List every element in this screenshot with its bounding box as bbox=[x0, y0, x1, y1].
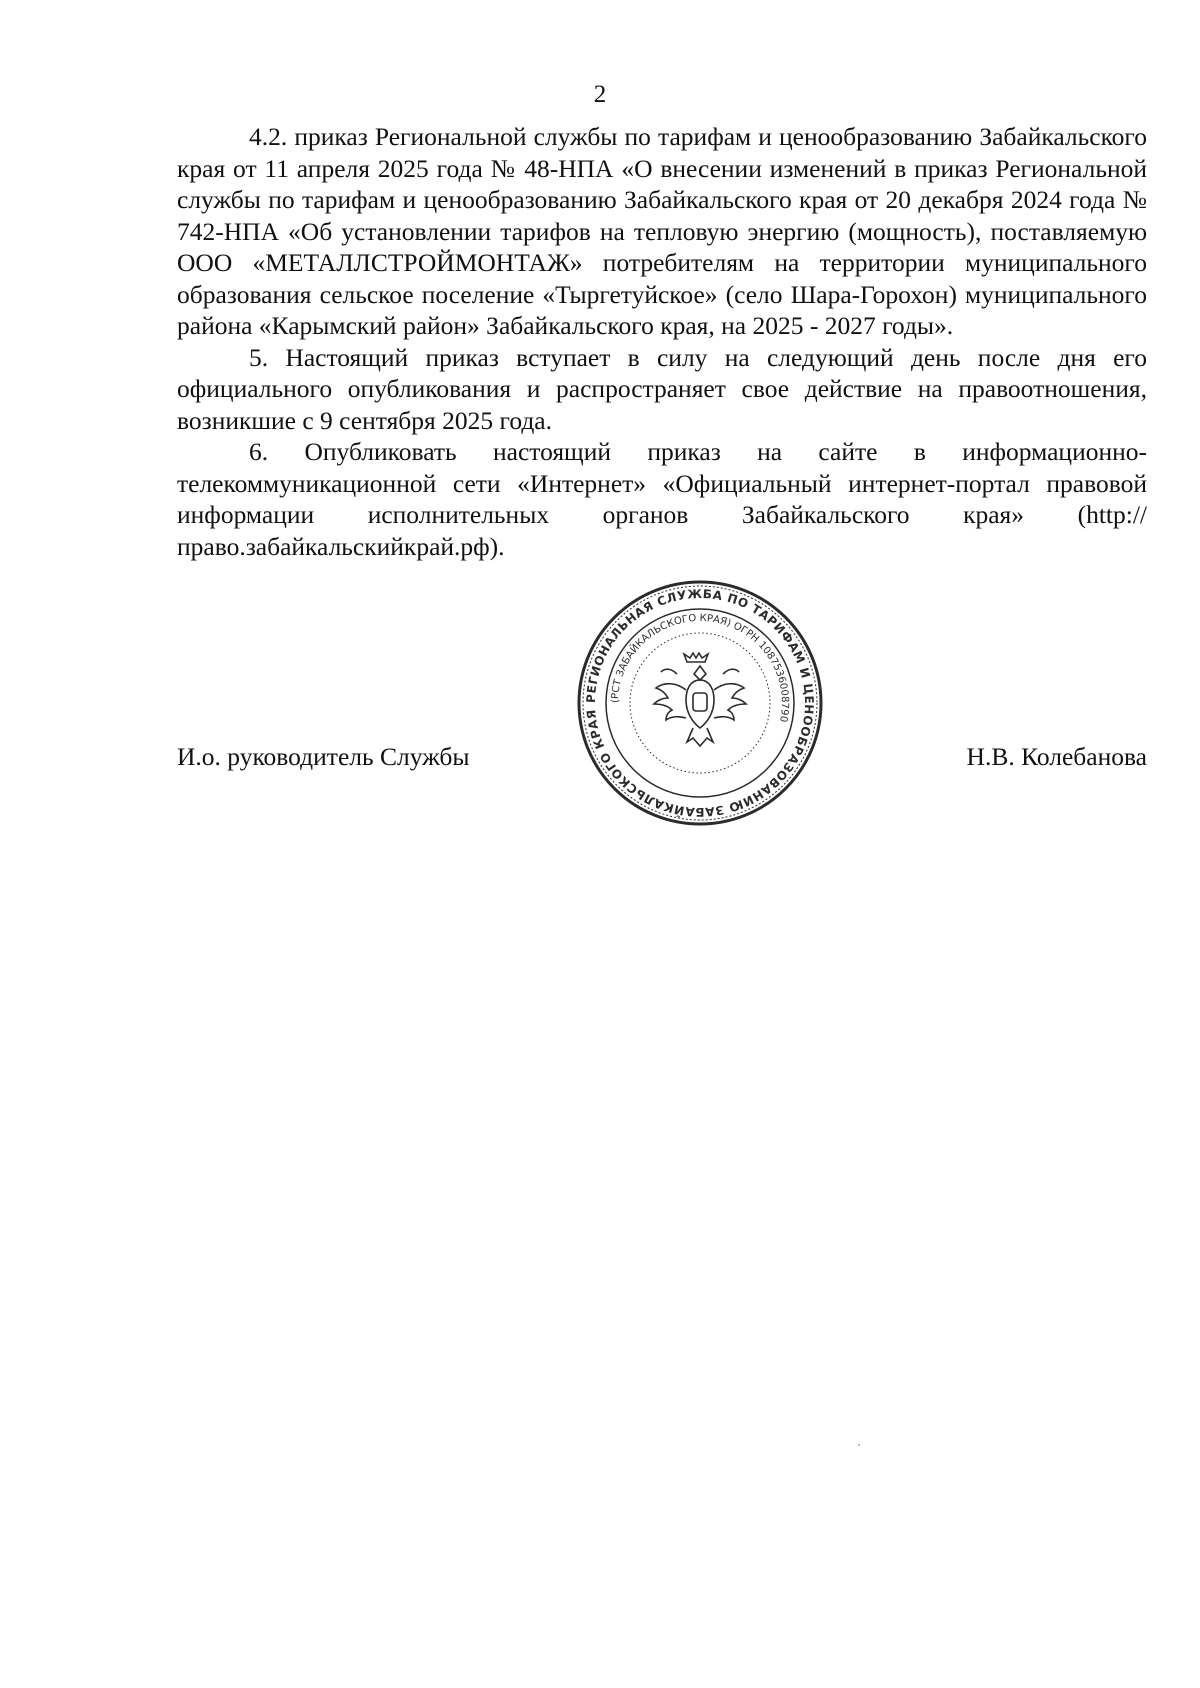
page-number: 2 bbox=[593, 81, 607, 108]
paragraph-6: 6. Опубликовать настоящий приказ на сайте в информационно-телекоммуникационной сети «Интернет» «Официальный интернет-портал правовой информации исполнительных органов Забайкальского края» (http://право.забайкальскийкрай.рф). bbox=[177, 437, 1147, 561]
official-seal-stamp bbox=[575, 578, 825, 828]
svg-text:(РСТ ЗАБАЙКАЛЬСКОГО КРАЯ) ОГРН bbox=[610, 613, 790, 723]
coat-of-arms-icon bbox=[654, 653, 746, 746]
paragraph-5: 5. Настоящий приказ вступает в силу на следующий день после дня его официального опубликования и распространяет свое действие на правоотношения, возникшие с 9 сентября 2025 года. bbox=[177, 342, 1147, 435]
document-body bbox=[177, 121, 1147, 562]
scan-speck bbox=[858, 1444, 860, 1446]
signatory-position: И.о. руководитель Службы bbox=[177, 742, 470, 771]
paragraph-4-2: 4.2. приказ Региональной службы по тарифам и ценообразованию Забайкальского края от 11 апреля 2025 года № 48-НПА «О внесении изменений в приказ Региональной службы по тарифам и ценообразованию Забайкальского края от 20 декабря 2024 года № 742-НПА «Об установлении тарифов на тепловую энергию (мощность), поставляемую ООО «МЕТАЛЛСТРОЙМОНТАЖ» потребителям на территории муниципального образования сельское поселение «Тыргетуйское» (село Шара-Горохон) муниципального района «Карымский район» Забайкальского края, на 2025 - 2027 годы». bbox=[177, 122, 1147, 340]
signatory-name: Н.В. Колебанова bbox=[966, 742, 1147, 771]
seal-inner-text: (РСТ ЗАБАЙКАЛЬСКОГО КРАЯ) ОГРН 1087536008790 bbox=[609, 612, 791, 723]
seal-outer-text: РЕГИОНАЛЬНАЯ СЛУЖБА ПО ТАРИФАМ И ЦЕНООБРАЗОВАНИЮ ЗАБАЙКАЛЬСКОГО КРАЯ bbox=[583, 586, 817, 820]
